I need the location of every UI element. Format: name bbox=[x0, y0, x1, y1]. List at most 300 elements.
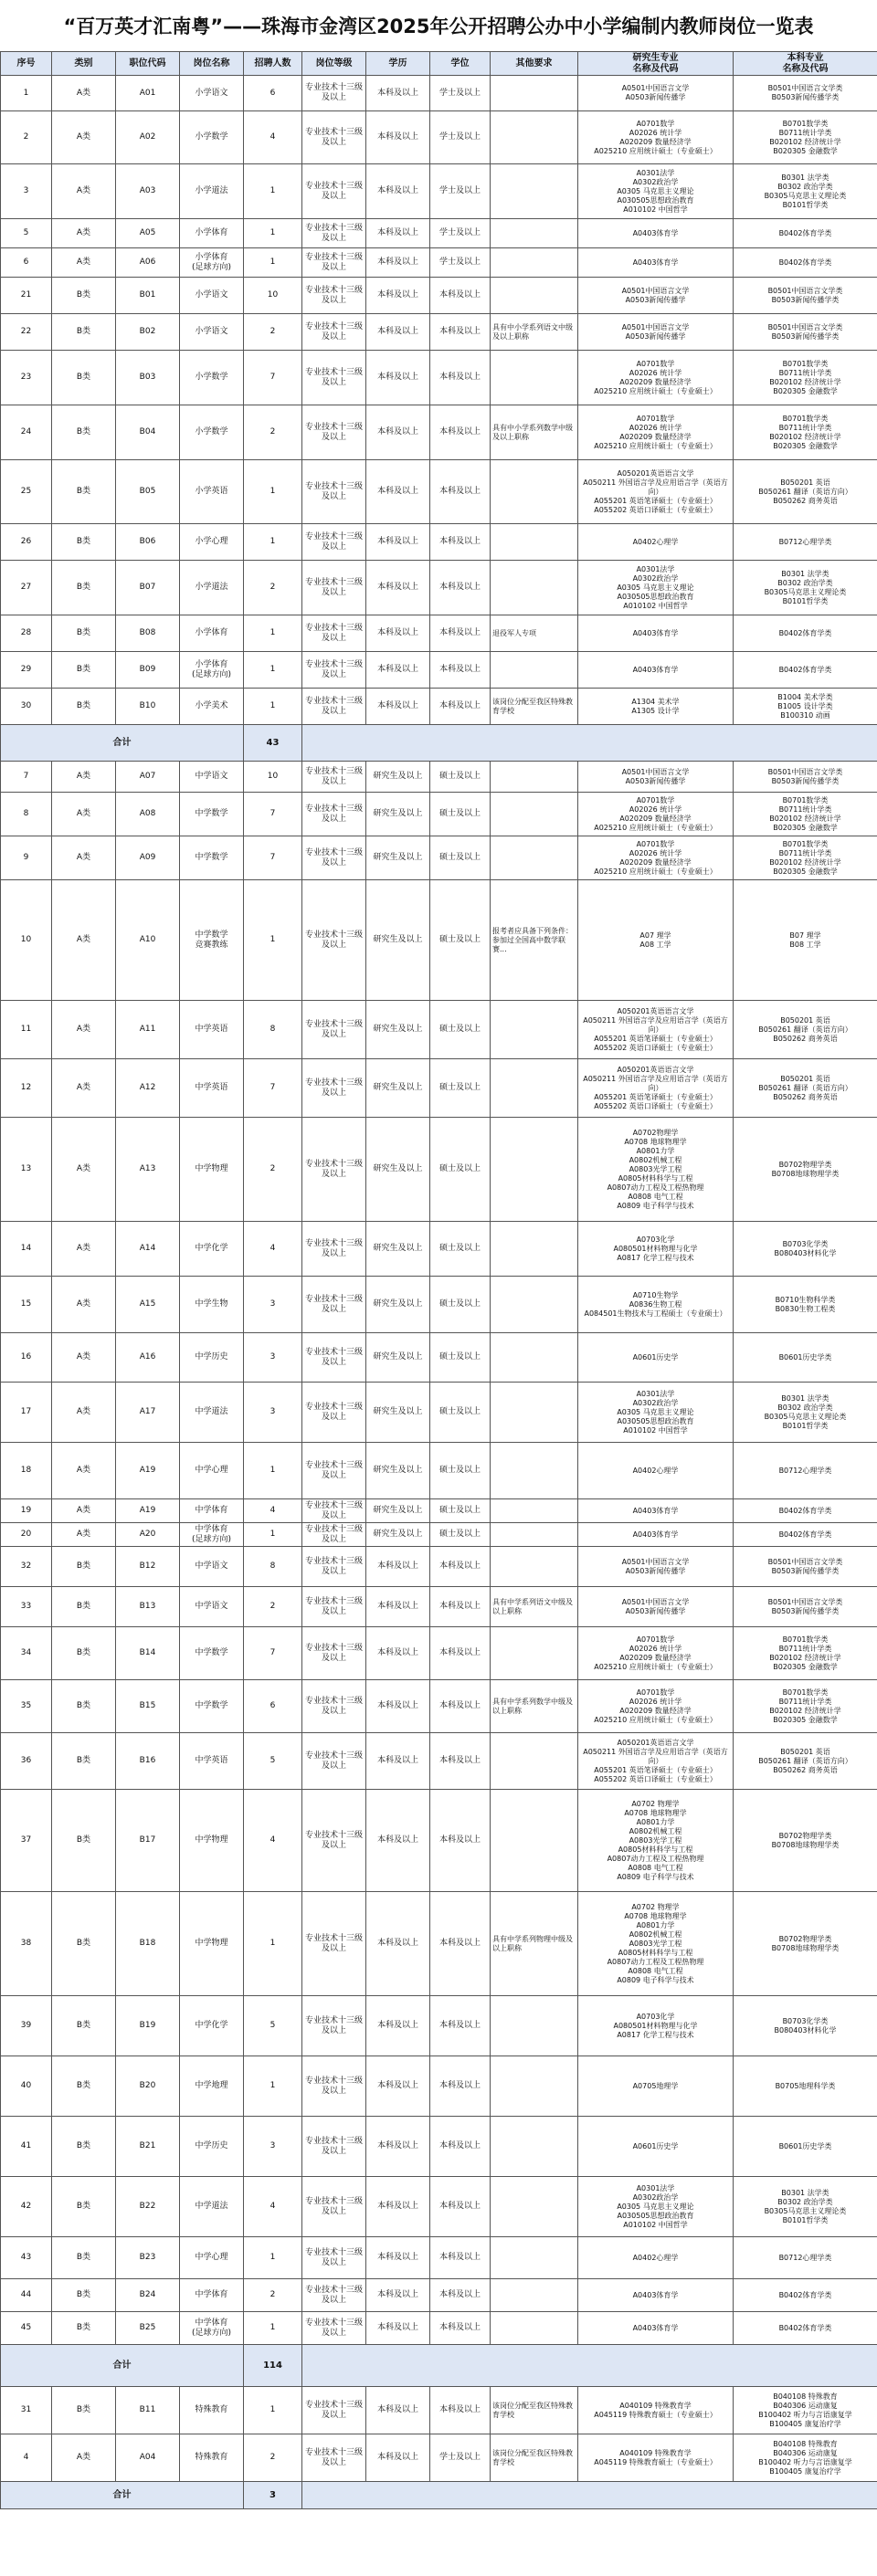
row-level: 专业技术十三级及以上 bbox=[302, 1790, 366, 1892]
row-level: 专业技术十三级及以上 bbox=[302, 2387, 366, 2434]
row-degree: 学士及以上 bbox=[430, 164, 491, 219]
row-position: 中学历史 bbox=[180, 1333, 244, 1383]
row-no: 24 bbox=[1, 405, 52, 460]
row-no: 23 bbox=[1, 351, 52, 405]
table-row bbox=[1, 1680, 877, 1733]
row-level: 专业技术十三级及以上 bbox=[302, 2117, 366, 2177]
row-degree: 硕士及以上 bbox=[430, 762, 491, 793]
table-row bbox=[1, 111, 877, 164]
table-row bbox=[1, 652, 877, 689]
row-code: B19 bbox=[116, 1996, 180, 2056]
positions-table bbox=[0, 51, 877, 2509]
row-other bbox=[491, 2312, 578, 2345]
row-graduate-major: A0702 物理学 A0708 地球物理学 A0801力学 A0802机械工程 A0803光学工程 A0805材料科学与工程 A0807动力工程及工程热物理 A0808 电气工程 A0809 电子科学与技术 bbox=[578, 1892, 734, 1996]
row-undergraduate-major: B0601历史学类 bbox=[734, 1333, 877, 1383]
row-graduate-major: A0501中国语言文学 A0503新闻传播学 bbox=[578, 314, 734, 351]
row-position: 中学语文 bbox=[180, 1587, 244, 1627]
row-no: 43 bbox=[1, 2237, 52, 2279]
row-position: 小学体育 bbox=[180, 615, 244, 652]
row-other bbox=[491, 793, 578, 836]
row-undergraduate-major: B0501中国语言文学类 B0503新闻传播学类 bbox=[734, 314, 877, 351]
row-level: 专业技术十三级及以上 bbox=[302, 1059, 366, 1118]
row-code: B02 bbox=[116, 314, 180, 351]
row-degree: 本科及以上 bbox=[430, 1790, 491, 1892]
header-category: 类别 bbox=[52, 52, 116, 76]
row-no: 35 bbox=[1, 1680, 52, 1733]
table-row bbox=[1, 76, 877, 111]
row-category: B类 bbox=[52, 1627, 116, 1680]
row-graduate-major: A1304 美术学 A1305 设计学 bbox=[578, 689, 734, 725]
row-other bbox=[491, 1277, 578, 1333]
table-row bbox=[1, 615, 877, 652]
row-code: A14 bbox=[116, 1222, 180, 1277]
row-category: B类 bbox=[52, 2279, 116, 2312]
row-undergraduate-major: B040108 特殊教育 B040306 运动康复 B100402 听力与言语康复学 B100405 康复治疗学 bbox=[734, 2434, 877, 2482]
row-level: 专业技术十三级及以上 bbox=[302, 164, 366, 219]
row-code: A09 bbox=[116, 836, 180, 880]
row-education: 研究生及以上 bbox=[366, 1118, 430, 1222]
row-count: 2 bbox=[244, 314, 302, 351]
row-code: A01 bbox=[116, 76, 180, 111]
row-category: B类 bbox=[52, 1892, 116, 1996]
row-position: 小学美术 bbox=[180, 689, 244, 725]
total-label: 合计 bbox=[1, 2482, 244, 2509]
row-level: 专业技术十三级及以上 bbox=[302, 219, 366, 248]
row-degree: 本科及以上 bbox=[430, 2117, 491, 2177]
row-count: 4 bbox=[244, 111, 302, 164]
row-count: 1 bbox=[244, 2056, 302, 2117]
row-degree: 本科及以上 bbox=[430, 314, 491, 351]
row-degree: 学士及以上 bbox=[430, 111, 491, 164]
table-row bbox=[1, 2434, 877, 2482]
row-category: A类 bbox=[52, 1059, 116, 1118]
table-row bbox=[1, 561, 877, 615]
header-no: 序号 bbox=[1, 52, 52, 76]
row-count: 1 bbox=[244, 615, 302, 652]
row-degree: 硕士及以上 bbox=[430, 1118, 491, 1222]
table-row bbox=[1, 1587, 877, 1627]
row-undergraduate-major: B0402体育学类 bbox=[734, 248, 877, 278]
table-row bbox=[1, 1892, 877, 1996]
row-graduate-major: A0301法学 A0302政治学 A0305 马克思主义理论 A030505思想政治教育 A010102 中国哲学 bbox=[578, 2177, 734, 2237]
row-count: 4 bbox=[244, 1499, 302, 1523]
row-undergraduate-major: B050201 英语 B050261 翻译（英语方向） B050262 商务英语 bbox=[734, 1059, 877, 1118]
row-position: 小学数学 bbox=[180, 111, 244, 164]
row-count: 8 bbox=[244, 1001, 302, 1059]
row-code: B24 bbox=[116, 2279, 180, 2312]
table-row bbox=[1, 2177, 877, 2237]
row-count: 2 bbox=[244, 1118, 302, 1222]
row-undergraduate-major: B0301 法学类 B0302 政治学类 B0305马克思主义理论类 B0101哲学类 bbox=[734, 2177, 877, 2237]
row-category: A类 bbox=[52, 793, 116, 836]
row-education: 本科及以上 bbox=[366, 1680, 430, 1733]
row-position: 中学数学 竞赛教练 bbox=[180, 880, 244, 1001]
row-undergraduate-major: B0701数学类 B0711统计学类 B020102 经济统计学 B020305 金融数学 bbox=[734, 1680, 877, 1733]
header-row bbox=[1, 52, 877, 76]
total-row bbox=[1, 725, 877, 762]
row-education: 本科及以上 bbox=[366, 2279, 430, 2312]
total-count: 3 bbox=[244, 2482, 302, 2509]
row-category: B类 bbox=[52, 652, 116, 689]
row-code: B11 bbox=[116, 2387, 180, 2434]
row-code: B16 bbox=[116, 1733, 180, 1790]
row-count: 1 bbox=[244, 1443, 302, 1499]
row-level: 专业技术十三级及以上 bbox=[302, 836, 366, 880]
row-degree: 本科及以上 bbox=[430, 1892, 491, 1996]
row-graduate-major: A0301法学 A0302政治学 A0305 马克思主义理论 A030505思想政治教育 A010102 中国哲学 bbox=[578, 164, 734, 219]
row-code: B01 bbox=[116, 278, 180, 314]
row-category: A类 bbox=[52, 1499, 116, 1523]
row-graduate-major: A0403体育学 bbox=[578, 615, 734, 652]
row-no: 38 bbox=[1, 1892, 52, 1996]
row-category: B类 bbox=[52, 2312, 116, 2345]
row-category: A类 bbox=[52, 1001, 116, 1059]
row-education: 本科及以上 bbox=[366, 524, 430, 561]
row-other bbox=[491, 278, 578, 314]
row-education: 研究生及以上 bbox=[366, 1523, 430, 1547]
row-category: B类 bbox=[52, 405, 116, 460]
row-education: 本科及以上 bbox=[366, 1892, 430, 1996]
row-other bbox=[491, 1059, 578, 1118]
row-other: 该岗位分配至我区特殊教育学校 bbox=[491, 2387, 578, 2434]
row-position: 小学语文 bbox=[180, 76, 244, 111]
header-position: 岗位名称 bbox=[180, 52, 244, 76]
row-undergraduate-major: B0701数学类 B0711统计学类 B020102 经济统计学 B020305 金融数学 bbox=[734, 111, 877, 164]
total-count: 43 bbox=[244, 725, 302, 762]
row-no: 9 bbox=[1, 836, 52, 880]
row-level: 专业技术十三级及以上 bbox=[302, 2434, 366, 2482]
row-other bbox=[491, 1333, 578, 1383]
row-level: 专业技术十三级及以上 bbox=[302, 1587, 366, 1627]
row-code: B17 bbox=[116, 1790, 180, 1892]
row-other: 具有中小学系列数学中级及以上职称 bbox=[491, 405, 578, 460]
row-education: 本科及以上 bbox=[366, 314, 430, 351]
row-level: 专业技术十三级及以上 bbox=[302, 1892, 366, 1996]
row-count: 3 bbox=[244, 2117, 302, 2177]
row-education: 研究生及以上 bbox=[366, 880, 430, 1001]
row-count: 1 bbox=[244, 219, 302, 248]
row-category: B类 bbox=[52, 1680, 116, 1733]
row-count: 2 bbox=[244, 2434, 302, 2482]
row-level: 专业技术十三级及以上 bbox=[302, 1383, 366, 1443]
header-other: 其他要求 bbox=[491, 52, 578, 76]
row-education: 本科及以上 bbox=[366, 2117, 430, 2177]
row-undergraduate-major: B0501中国语言文学类 B0503新闻传播学类 bbox=[734, 1587, 877, 1627]
row-education: 本科及以上 bbox=[366, 1996, 430, 2056]
row-level: 专业技术十三级及以上 bbox=[302, 2177, 366, 2237]
row-code: B07 bbox=[116, 561, 180, 615]
row-level: 专业技术十三级及以上 bbox=[302, 652, 366, 689]
row-undergraduate-major: B0702物理学类 B0708地球物理学类 bbox=[734, 1892, 877, 1996]
row-level: 专业技术十三级及以上 bbox=[302, 1118, 366, 1222]
row-code: B12 bbox=[116, 1547, 180, 1587]
row-degree: 硕士及以上 bbox=[430, 1277, 491, 1333]
row-no: 8 bbox=[1, 793, 52, 836]
row-education: 本科及以上 bbox=[366, 2387, 430, 2434]
row-position: 中学英语 bbox=[180, 1733, 244, 1790]
row-education: 本科及以上 bbox=[366, 351, 430, 405]
row-level: 专业技术十三级及以上 bbox=[302, 1499, 366, 1523]
row-count: 1 bbox=[244, 2387, 302, 2434]
row-undergraduate-major: B0301 法学类 B0302 政治学类 B0305马克思主义理论类 B0101哲学类 bbox=[734, 164, 877, 219]
row-education: 研究生及以上 bbox=[366, 1222, 430, 1277]
row-graduate-major: A0501中国语言文学 A0503新闻传播学 bbox=[578, 278, 734, 314]
row-no: 26 bbox=[1, 524, 52, 561]
row-count: 1 bbox=[244, 248, 302, 278]
row-category: A类 bbox=[52, 219, 116, 248]
row-category: B类 bbox=[52, 460, 116, 524]
total-row bbox=[1, 2345, 877, 2387]
row-count: 7 bbox=[244, 1059, 302, 1118]
row-degree: 本科及以上 bbox=[430, 1547, 491, 1587]
row-category: B类 bbox=[52, 351, 116, 405]
row-code: B18 bbox=[116, 1892, 180, 1996]
row-no: 13 bbox=[1, 1118, 52, 1222]
row-position: 中学数学 bbox=[180, 1627, 244, 1680]
row-count: 6 bbox=[244, 76, 302, 111]
row-count: 1 bbox=[244, 2312, 302, 2345]
table-row bbox=[1, 278, 877, 314]
row-graduate-major: A0501中国语言文学 A0503新闻传播学 bbox=[578, 1587, 734, 1627]
row-level: 专业技术十三级及以上 bbox=[302, 76, 366, 111]
row-no: 12 bbox=[1, 1059, 52, 1118]
row-degree: 本科及以上 bbox=[430, 460, 491, 524]
row-graduate-major: A050201英语语言文学 A050211 外国语言学及应用语言学（英语方向） A055201 英语笔译硕士（专业硕士） A055202 英语口译硕士（专业硕士） bbox=[578, 460, 734, 524]
row-graduate-major: A0403体育学 bbox=[578, 219, 734, 248]
row-code: A19 bbox=[116, 1443, 180, 1499]
row-position: 中学生物 bbox=[180, 1277, 244, 1333]
row-education: 本科及以上 bbox=[366, 2056, 430, 2117]
row-education: 本科及以上 bbox=[366, 405, 430, 460]
row-degree: 本科及以上 bbox=[430, 2312, 491, 2345]
row-no: 25 bbox=[1, 460, 52, 524]
row-no: 5 bbox=[1, 219, 52, 248]
row-undergraduate-major: B050201 英语 B050261 翻译（英语方向） B050262 商务英语 bbox=[734, 1001, 877, 1059]
row-other: 具有中学系列语文中级及以上职称 bbox=[491, 1587, 578, 1627]
row-position: 小学道法 bbox=[180, 164, 244, 219]
row-count: 10 bbox=[244, 762, 302, 793]
row-education: 本科及以上 bbox=[366, 2177, 430, 2237]
row-undergraduate-major: B07 理学 B08 工学 bbox=[734, 880, 877, 1001]
row-graduate-major: A0702 物理学 A0708 地球物理学 A0801力学 A0802机械工程 A0803光学工程 A0805材料科学与工程 A0807动力工程及工程热物理 A0808 电气工程 A0809 电子科学与技术 bbox=[578, 1790, 734, 1892]
row-code: A04 bbox=[116, 2434, 180, 2482]
row-count: 10 bbox=[244, 278, 302, 314]
row-code: A19 bbox=[116, 1499, 180, 1523]
row-graduate-major: A0701数学 A02026 统计学 A020209 数量经济学 A025210 应用统计硕士（专业硕士） bbox=[578, 1627, 734, 1680]
row-undergraduate-major: B0701数学类 B0711统计学类 B020102 经济统计学 B020305 金融数学 bbox=[734, 351, 877, 405]
row-position: 中学化学 bbox=[180, 1996, 244, 2056]
total-blank bbox=[302, 725, 877, 762]
row-category: B类 bbox=[52, 1733, 116, 1790]
row-category: A类 bbox=[52, 1383, 116, 1443]
table-row bbox=[1, 1523, 877, 1547]
row-undergraduate-major: B0601历史学类 bbox=[734, 2117, 877, 2177]
row-undergraduate-major: B0402体育学类 bbox=[734, 219, 877, 248]
header-level: 岗位等级 bbox=[302, 52, 366, 76]
table-row bbox=[1, 460, 877, 524]
row-count: 1 bbox=[244, 880, 302, 1001]
row-level: 专业技术十三级及以上 bbox=[302, 1222, 366, 1277]
row-no: 17 bbox=[1, 1383, 52, 1443]
row-level: 专业技术十三级及以上 bbox=[302, 689, 366, 725]
row-no: 30 bbox=[1, 689, 52, 725]
row-no: 27 bbox=[1, 561, 52, 615]
row-graduate-major: A0501中国语言文学 A0503新闻传播学 bbox=[578, 762, 734, 793]
row-code: A08 bbox=[116, 793, 180, 836]
row-count: 2 bbox=[244, 561, 302, 615]
row-undergraduate-major: B040108 特殊教育 B040306 运动康复 B100402 听力与言语康复学 B100405 康复治疗学 bbox=[734, 2387, 877, 2434]
row-education: 本科及以上 bbox=[366, 460, 430, 524]
row-no: 16 bbox=[1, 1333, 52, 1383]
row-count: 1 bbox=[244, 460, 302, 524]
row-code: A03 bbox=[116, 164, 180, 219]
row-education: 研究生及以上 bbox=[366, 1333, 430, 1383]
row-count: 4 bbox=[244, 1790, 302, 1892]
row-other bbox=[491, 219, 578, 248]
row-count: 7 bbox=[244, 351, 302, 405]
table-row bbox=[1, 314, 877, 351]
row-position: 中学地理 bbox=[180, 2056, 244, 2117]
row-code: A20 bbox=[116, 1523, 180, 1547]
row-education: 研究生及以上 bbox=[366, 793, 430, 836]
row-no: 19 bbox=[1, 1499, 52, 1523]
row-education: 本科及以上 bbox=[366, 1547, 430, 1587]
row-graduate-major: A0701数学 A02026 统计学 A020209 数量经济学 A025210 应用统计硕士（专业硕士） bbox=[578, 111, 734, 164]
row-undergraduate-major: B0402体育学类 bbox=[734, 2279, 877, 2312]
row-other: 具有中小学系列语文中级及以上职称 bbox=[491, 314, 578, 351]
row-graduate-major: A0705地理学 bbox=[578, 2056, 734, 2117]
row-level: 专业技术十三级及以上 bbox=[302, 2312, 366, 2345]
row-category: B类 bbox=[52, 2177, 116, 2237]
row-undergraduate-major: B0710生物科学类 B0830生物工程类 bbox=[734, 1277, 877, 1333]
row-category: B类 bbox=[52, 524, 116, 561]
row-undergraduate-major: B0712心理学类 bbox=[734, 524, 877, 561]
table-row bbox=[1, 1499, 877, 1523]
row-undergraduate-major: B1004 美术学类 B1005 设计学类 B100310 动画 bbox=[734, 689, 877, 725]
row-degree: 本科及以上 bbox=[430, 278, 491, 314]
row-other: 该岗位分配至我区特殊教育学校 bbox=[491, 2434, 578, 2482]
row-category: B类 bbox=[52, 2387, 116, 2434]
row-degree: 硕士及以上 bbox=[430, 1443, 491, 1499]
row-undergraduate-major: B0701数学类 B0711统计学类 B020102 经济统计学 B020305 金融数学 bbox=[734, 793, 877, 836]
row-position: 中学数学 bbox=[180, 793, 244, 836]
row-category: B类 bbox=[52, 1790, 116, 1892]
row-degree: 学士及以上 bbox=[430, 248, 491, 278]
row-graduate-major: A0701数学 A02026 统计学 A020209 数量经济学 A025210 应用统计硕士（专业硕士） bbox=[578, 405, 734, 460]
table-row bbox=[1, 1733, 877, 1790]
row-no: 20 bbox=[1, 1523, 52, 1547]
row-degree: 本科及以上 bbox=[430, 689, 491, 725]
row-other bbox=[491, 1547, 578, 1587]
row-code: B14 bbox=[116, 1627, 180, 1680]
row-degree: 本科及以上 bbox=[430, 524, 491, 561]
total-blank bbox=[302, 2345, 877, 2387]
row-code: B05 bbox=[116, 460, 180, 524]
row-position: 小学体育 (足球方向) bbox=[180, 652, 244, 689]
row-code: A17 bbox=[116, 1383, 180, 1443]
row-code: A16 bbox=[116, 1333, 180, 1383]
table-row bbox=[1, 2279, 877, 2312]
row-graduate-major: A050201英语语言文学 A050211 外国语言学及应用语言学（英语方向） A055201 英语笔译硕士（专业硕士） A055202 英语口译硕士（专业硕士） bbox=[578, 1059, 734, 1118]
row-no: 41 bbox=[1, 2117, 52, 2177]
row-education: 本科及以上 bbox=[366, 2312, 430, 2345]
row-degree: 本科及以上 bbox=[430, 652, 491, 689]
row-degree: 本科及以上 bbox=[430, 2177, 491, 2237]
row-undergraduate-major: B050201 英语 B050261 翻译（英语方向） B050262 商务英语 bbox=[734, 1733, 877, 1790]
row-category: B类 bbox=[52, 689, 116, 725]
row-no: 1 bbox=[1, 76, 52, 111]
row-graduate-major: A0501中国语言文学 A0503新闻传播学 bbox=[578, 76, 734, 111]
row-level: 专业技术十三级及以上 bbox=[302, 351, 366, 405]
table-row bbox=[1, 2056, 877, 2117]
row-position: 中学语文 bbox=[180, 1547, 244, 1587]
row-category: A类 bbox=[52, 76, 116, 111]
row-position: 小学语文 bbox=[180, 278, 244, 314]
row-other bbox=[491, 1001, 578, 1059]
table-row bbox=[1, 351, 877, 405]
row-education: 本科及以上 bbox=[366, 219, 430, 248]
row-category: A类 bbox=[52, 836, 116, 880]
row-degree: 学士及以上 bbox=[430, 2434, 491, 2482]
row-level: 专业技术十三级及以上 bbox=[302, 1547, 366, 1587]
header-degree: 学位 bbox=[430, 52, 491, 76]
row-other bbox=[491, 76, 578, 111]
row-category: A类 bbox=[52, 1222, 116, 1277]
table-row bbox=[1, 2387, 877, 2434]
row-category: B类 bbox=[52, 1996, 116, 2056]
row-graduate-major: A07 理学 A08 工学 bbox=[578, 880, 734, 1001]
row-code: B08 bbox=[116, 615, 180, 652]
row-other bbox=[491, 561, 578, 615]
row-code: B20 bbox=[116, 2056, 180, 2117]
row-graduate-major: A0402心理学 bbox=[578, 524, 734, 561]
row-undergraduate-major: B0702物理学类 B0708地球物理学类 bbox=[734, 1790, 877, 1892]
table-row bbox=[1, 405, 877, 460]
row-code: B03 bbox=[116, 351, 180, 405]
row-category: B类 bbox=[52, 314, 116, 351]
row-count: 8 bbox=[244, 1547, 302, 1587]
row-position: 中学体育 bbox=[180, 2279, 244, 2312]
row-degree: 硕士及以上 bbox=[430, 1001, 491, 1059]
row-category: A类 bbox=[52, 2434, 116, 2482]
table-row bbox=[1, 1996, 877, 2056]
row-degree: 硕士及以上 bbox=[430, 836, 491, 880]
row-level: 专业技术十三级及以上 bbox=[302, 405, 366, 460]
row-no: 2 bbox=[1, 111, 52, 164]
row-position: 中学心理 bbox=[180, 2237, 244, 2279]
row-degree: 本科及以上 bbox=[430, 1680, 491, 1733]
row-undergraduate-major: B0301 法学类 B0302 政治学类 B0305马克思主义理论类 B0101哲学类 bbox=[734, 1383, 877, 1443]
row-undergraduate-major: B0402体育学类 bbox=[734, 652, 877, 689]
row-position: 中学道法 bbox=[180, 1383, 244, 1443]
row-undergraduate-major: B0701数学类 B0711统计学类 B020102 经济统计学 B020305 金融数学 bbox=[734, 836, 877, 880]
row-level: 专业技术十三级及以上 bbox=[302, 524, 366, 561]
row-position: 特殊教育 bbox=[180, 2387, 244, 2434]
row-code: B22 bbox=[116, 2177, 180, 2237]
row-no: 15 bbox=[1, 1277, 52, 1333]
row-code: B25 bbox=[116, 2312, 180, 2345]
row-code: B15 bbox=[116, 1680, 180, 1733]
row-position: 中学英语 bbox=[180, 1001, 244, 1059]
row-degree: 本科及以上 bbox=[430, 405, 491, 460]
row-undergraduate-major: B0501中国语言文学类 B0503新闻传播学类 bbox=[734, 278, 877, 314]
row-graduate-major: A050201英语语言文学 A050211 外国语言学及应用语言学（英语方向） A055201 英语笔译硕士（专业硕士） A055202 英语口译硕士（专业硕士） bbox=[578, 1001, 734, 1059]
row-code: A10 bbox=[116, 880, 180, 1001]
row-undergraduate-major: B0402体育学类 bbox=[734, 1499, 877, 1523]
row-other: 退役军人专项 bbox=[491, 615, 578, 652]
table-row bbox=[1, 2117, 877, 2177]
row-count: 7 bbox=[244, 836, 302, 880]
